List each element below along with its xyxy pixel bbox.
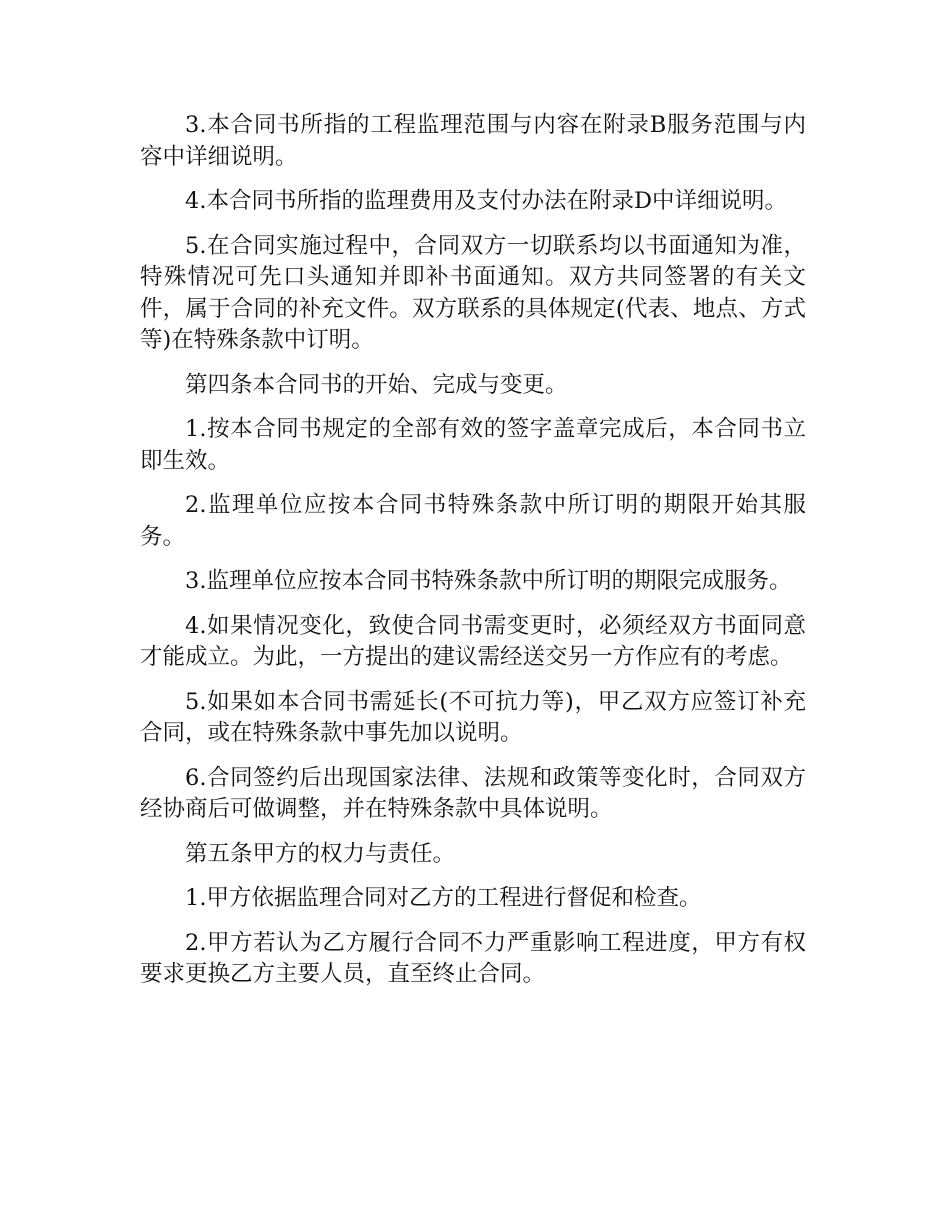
paragraph-clause-3-3: 3.本合同书所指的工程监理范围与内容在附录B服务范围与内容中详细说明。	[140, 112, 806, 170]
paragraph-clause-3-4: 4.本合同书所指的监理费用及支付办法在附录D中详细说明。	[185, 188, 788, 214]
paragraph-clause-4-1: 1.按本合同书规定的全部有效的签字盖章完成后，本合同书立即生效。	[140, 416, 806, 474]
paragraph-clause-4-2: 2.监理单位应按本合同书特殊条款中所订明的期限开始其服务。	[140, 492, 806, 550]
paragraph-clause-5-2: 2.甲方若认为乙方履行合同不力严重影响工程进度，甲方有权要求更换乙方主要人员，直至终止合同。	[140, 929, 806, 987]
heading-article-5: 第五条甲方的权力与责任。	[185, 840, 456, 867]
paragraph-clause-4-5: 5.如果如本合同书需延长(不可抗力等)，甲乙双方应签订补充合同，或在特殊条款中事先加以说明。	[140, 688, 806, 746]
paragraph-clause-4-4: 4.如果情况变化，致使合同书需变更时，必须经双方书面同意才能成立。为此，一方提出的建议需经送交另一方作应有的考虑。	[140, 612, 806, 670]
document-page	[140, 110, 806, 1004]
paragraph-clause-4-3: 3.监理单位应按本合同书特殊条款中所订明的期限完成服务。	[185, 568, 792, 594]
paragraph-clause-5-1: 1.甲方依据监理合同对乙方的工程进行督促和检查。	[185, 885, 702, 911]
paragraph-clause-4-6: 6.合同签约后出现国家法律、法规和政策等变化时，合同双方经协商后可做调整，并在特殊条款中具体说明。	[140, 764, 806, 822]
heading-article-4: 第四条本合同书的开始、完成与变更。	[185, 371, 568, 398]
paragraph-clause-3-5: 5.在合同实施过程中，合同双方一切联系均以书面通知为准，特殊情况可先口头通知并即补书面通知。双方共同签署的有关文件，属于合同的补充文件。双方联系的具体规定(代表、地点、方式等)在特殊条款中订明。	[140, 232, 806, 353]
